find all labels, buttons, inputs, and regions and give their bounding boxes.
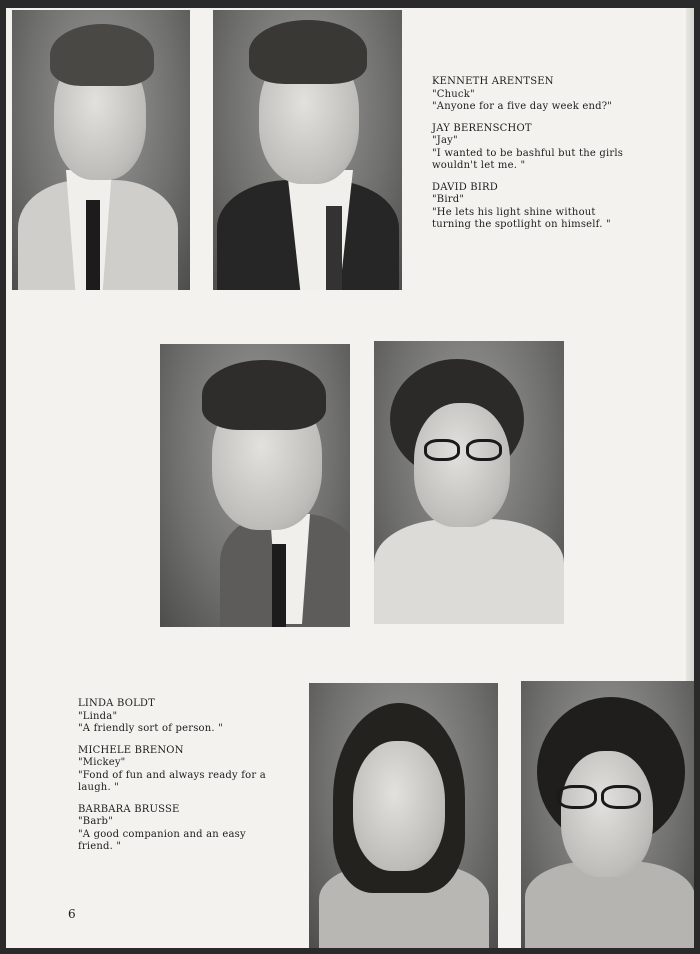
caption-entry bbox=[78, 745, 278, 795]
student-quote: "A friendly sort of person. " bbox=[78, 723, 223, 734]
student-name: MICHELE BRENON bbox=[78, 744, 184, 756]
student-quote: friend. " bbox=[78, 841, 122, 852]
student-nickname: "Jay" bbox=[432, 135, 458, 146]
portrait-photo-4 bbox=[374, 341, 564, 624]
student-name: KENNETH ARENTSEN bbox=[432, 76, 554, 87]
student-nickname: "Linda" bbox=[78, 710, 118, 722]
student-quote: "He lets his light shine without bbox=[432, 206, 596, 218]
student-quote: "A good companion and an easy bbox=[78, 828, 246, 840]
student-quote: "Anyone for a five day week end?" bbox=[432, 101, 613, 112]
yearbook-page bbox=[6, 8, 694, 948]
page-number: 6 bbox=[68, 907, 76, 921]
student-name: LINDA BOLDT bbox=[78, 698, 156, 709]
portrait-photo-5 bbox=[309, 683, 498, 948]
student-nickname: "Mickey" bbox=[78, 757, 126, 768]
student-nickname: "Bird" bbox=[432, 194, 465, 205]
caption-block-bottom bbox=[78, 698, 278, 863]
student-nickname: "Barb" bbox=[78, 816, 113, 827]
portrait-photo-2 bbox=[213, 10, 402, 290]
student-nickname: "Chuck" bbox=[432, 88, 475, 100]
student-quote: "Fond of fun and always ready for a bbox=[78, 769, 266, 781]
student-quote: "I wanted to be bashful but the girls bbox=[432, 147, 624, 159]
student-quote: turning the spotlight on himself. " bbox=[432, 219, 611, 230]
caption-entry bbox=[78, 804, 278, 854]
caption-entry bbox=[432, 182, 662, 232]
student-quote: laugh. " bbox=[78, 782, 119, 793]
student-name: JAY BERENSCHOT bbox=[432, 122, 532, 134]
student-name: DAVID BIRD bbox=[432, 181, 498, 193]
student-name: BARBARA BRUSSE bbox=[78, 803, 180, 815]
caption-entry bbox=[432, 123, 662, 173]
portrait-photo-6 bbox=[521, 681, 694, 948]
portrait-photo-1 bbox=[12, 10, 190, 290]
caption-entry bbox=[432, 76, 662, 114]
student-quote: wouldn't let me. " bbox=[432, 160, 526, 171]
portrait-photo-3 bbox=[160, 344, 350, 627]
caption-entry bbox=[78, 698, 278, 736]
caption-block-top bbox=[432, 76, 662, 241]
